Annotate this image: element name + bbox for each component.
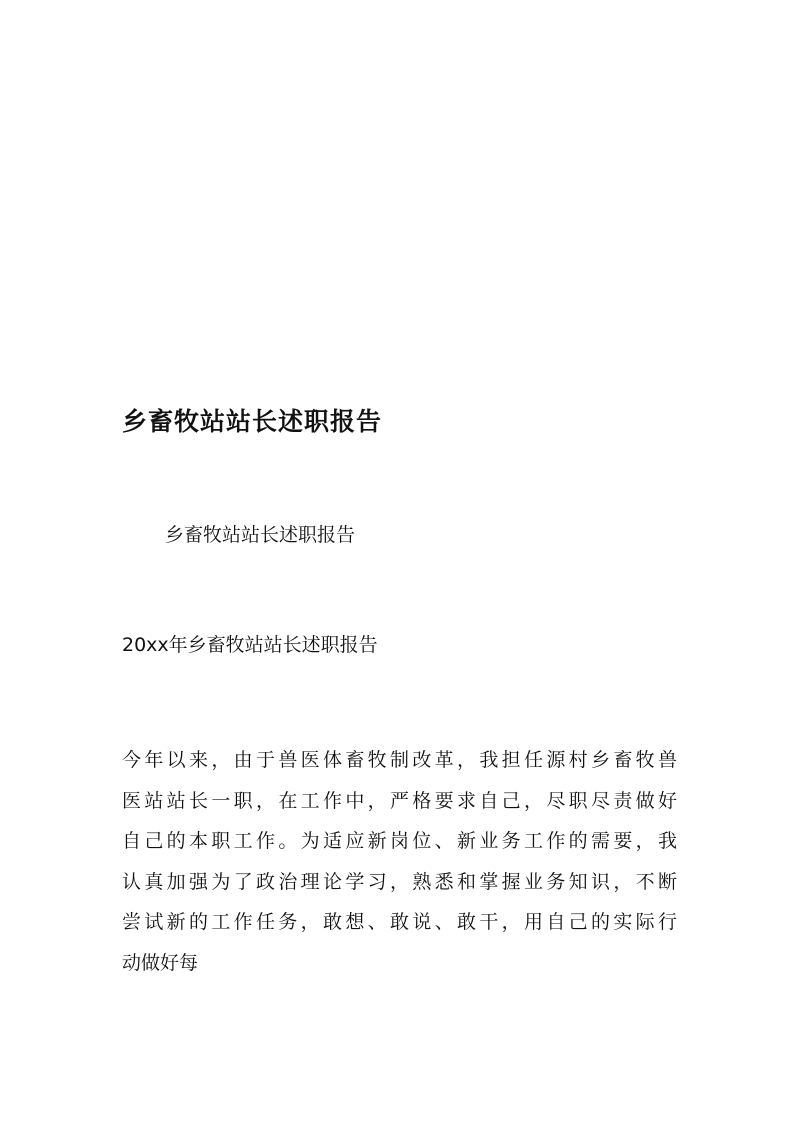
body-line: 认真加强为了政治理论学习，熟悉和掌握业务知识，不断	[122, 870, 677, 893]
body-line: 今年以来，由于兽医体畜牧制改革，我担任源村乡畜牧兽	[122, 749, 677, 771]
body-line: 尝试新的工作任务，敢想、敢说、敢干，用自己的实际行	[122, 911, 677, 933]
document-subtitle: 乡畜牧站站长述职报告	[165, 524, 356, 546]
body-line: 自己的本职工作。为适应新岗位、新业务工作的需要，我	[122, 830, 677, 852]
year-heading: 20xx年乡畜牧站站长述职报告	[122, 634, 378, 656]
body-line: 医站站长一职，在工作中，严格要求自己，尽职尽责做好	[122, 789, 677, 812]
document-title: 乡畜牧站站长述职报告	[122, 407, 383, 436]
body-line: 动做好每	[122, 951, 199, 974]
body-paragraph	[122, 740, 677, 983]
